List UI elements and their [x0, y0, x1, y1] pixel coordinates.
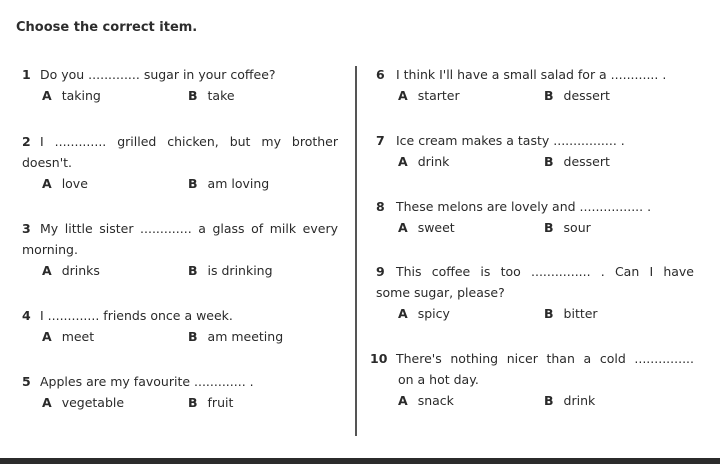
- option-a-text: love: [61, 176, 88, 191]
- option-letter-a: A: [398, 393, 408, 408]
- question-text: Apples are my favourite ............. .: [40, 374, 254, 389]
- answer-options: [22, 260, 338, 281]
- question-text-line: [22, 371, 342, 392]
- answer-options: [376, 303, 694, 324]
- question-5: [22, 371, 342, 413]
- option-a[interactable]: [398, 303, 450, 324]
- question-3: [22, 218, 338, 281]
- question-text-line: [22, 218, 338, 239]
- question-text-line-2: doesn't.: [22, 155, 73, 170]
- option-b-text: dessert: [563, 88, 610, 103]
- question-text-line: [376, 130, 706, 151]
- option-b-text: dessert: [563, 154, 610, 169]
- option-letter-b: B: [188, 263, 198, 278]
- question-number: 1: [22, 67, 31, 82]
- option-letter-b: B: [544, 306, 554, 321]
- option-letter-b: B: [188, 176, 198, 191]
- question-text: Do you ............. sugar in your coffee?: [40, 67, 276, 82]
- question-number: 6: [376, 67, 385, 82]
- option-b-text: drink: [563, 393, 596, 408]
- question-text-line: [376, 261, 694, 282]
- question-number: 7: [376, 133, 385, 148]
- option-b-text: am meeting: [207, 329, 284, 344]
- option-letter-a: A: [42, 395, 52, 410]
- option-a[interactable]: [398, 217, 455, 238]
- option-a[interactable]: [398, 85, 460, 106]
- option-a-text: taking: [61, 88, 101, 103]
- question-text-line: [22, 305, 342, 326]
- question-text-line: [376, 64, 706, 85]
- option-letter-b: B: [188, 395, 198, 410]
- question-1: [22, 64, 342, 106]
- option-b-text: take: [207, 88, 235, 103]
- answer-options: [22, 85, 342, 106]
- question-text: I ............. grilled chicken, but my brother: [40, 134, 338, 149]
- question-text-line: [22, 131, 338, 152]
- option-b[interactable]: [544, 151, 610, 172]
- option-letter-a: A: [42, 88, 52, 103]
- option-letter-b: B: [188, 88, 198, 103]
- option-b[interactable]: [544, 390, 595, 411]
- question-text: I think I'll have a small salad for a ............ .: [396, 67, 667, 82]
- option-b[interactable]: [544, 303, 598, 324]
- question-9: [376, 261, 694, 324]
- option-letter-b: B: [544, 393, 554, 408]
- option-b[interactable]: [188, 260, 273, 281]
- option-a-text: meet: [61, 329, 95, 344]
- option-a-text: spicy: [417, 306, 450, 321]
- option-b[interactable]: [544, 85, 610, 106]
- question-number: 3: [22, 221, 31, 236]
- option-b-text: sour: [563, 220, 591, 235]
- option-a-text: sweet: [417, 220, 455, 235]
- question-number: 4: [22, 308, 31, 323]
- question-text-line: [370, 348, 694, 369]
- option-letter-a: A: [42, 329, 52, 344]
- column-divider: [355, 66, 357, 436]
- answer-options: [370, 390, 694, 411]
- option-letter-b: B: [188, 329, 198, 344]
- answer-options: [22, 173, 338, 194]
- question-6: [376, 64, 706, 106]
- option-b-text: fruit: [207, 395, 234, 410]
- option-b[interactable]: [188, 85, 235, 106]
- option-a-text: vegetable: [61, 395, 125, 410]
- bottom-bar: [0, 458, 720, 464]
- option-letter-b: B: [544, 88, 554, 103]
- option-a[interactable]: [42, 173, 88, 194]
- answer-options: [376, 151, 706, 172]
- question-text: I ............. friends once a week.: [40, 308, 233, 323]
- option-letter-b: B: [544, 220, 554, 235]
- question-10: [370, 348, 694, 411]
- question-text: These melons are lovely and ................ .: [396, 199, 652, 214]
- answer-options: [22, 326, 342, 347]
- question-number: 9: [376, 264, 385, 279]
- question-text: There's nothing nicer than a cold ...............: [396, 351, 694, 366]
- option-letter-a: A: [398, 220, 408, 235]
- option-a-text: drink: [417, 154, 450, 169]
- answer-options: [376, 85, 706, 106]
- option-a-text: drinks: [61, 263, 100, 278]
- question-4: [22, 305, 342, 347]
- question-number: 8: [376, 199, 385, 214]
- question-text-line-2: some sugar, please?: [376, 285, 505, 300]
- answer-options: [376, 217, 706, 238]
- option-b[interactable]: [188, 326, 283, 347]
- option-a-text: starter: [417, 88, 460, 103]
- question-text: This coffee is too ............... . Can I have: [396, 264, 694, 279]
- question-text: My little sister ............. a glass of milk every: [40, 221, 338, 236]
- question-text-line-2: morning.: [22, 242, 78, 257]
- option-letter-a: A: [42, 263, 52, 278]
- option-letter-a: A: [42, 176, 52, 191]
- worksheet-title: Choose the correct item.: [16, 20, 198, 35]
- question-text-line: [22, 64, 342, 85]
- option-a-text: snack: [417, 393, 454, 408]
- question-text: Ice cream makes a tasty ................ .: [396, 133, 625, 148]
- option-a[interactable]: [42, 85, 101, 106]
- option-a[interactable]: [42, 392, 124, 413]
- option-letter-a: A: [398, 306, 408, 321]
- option-b[interactable]: [188, 173, 269, 194]
- question-text-line-2: on a hot day.: [398, 372, 479, 387]
- option-a[interactable]: [42, 326, 94, 347]
- question-number: 5: [22, 374, 31, 389]
- question-7: [376, 130, 706, 172]
- question-number: 2: [22, 134, 31, 149]
- option-b-text: bitter: [563, 306, 598, 321]
- question-8: [376, 196, 706, 238]
- option-letter-a: A: [398, 88, 408, 103]
- option-b-text: am loving: [207, 176, 270, 191]
- option-letter-a: A: [398, 154, 408, 169]
- option-a[interactable]: [398, 390, 454, 411]
- question-text-line: [376, 196, 706, 217]
- option-a[interactable]: [398, 151, 449, 172]
- option-b-text: is drinking: [207, 263, 273, 278]
- option-letter-b: B: [544, 154, 554, 169]
- answer-options: [22, 392, 342, 413]
- option-b[interactable]: [544, 217, 591, 238]
- question-2: [22, 131, 338, 194]
- question-number: 10: [370, 351, 388, 366]
- option-b[interactable]: [188, 392, 233, 413]
- option-a[interactable]: [42, 260, 100, 281]
